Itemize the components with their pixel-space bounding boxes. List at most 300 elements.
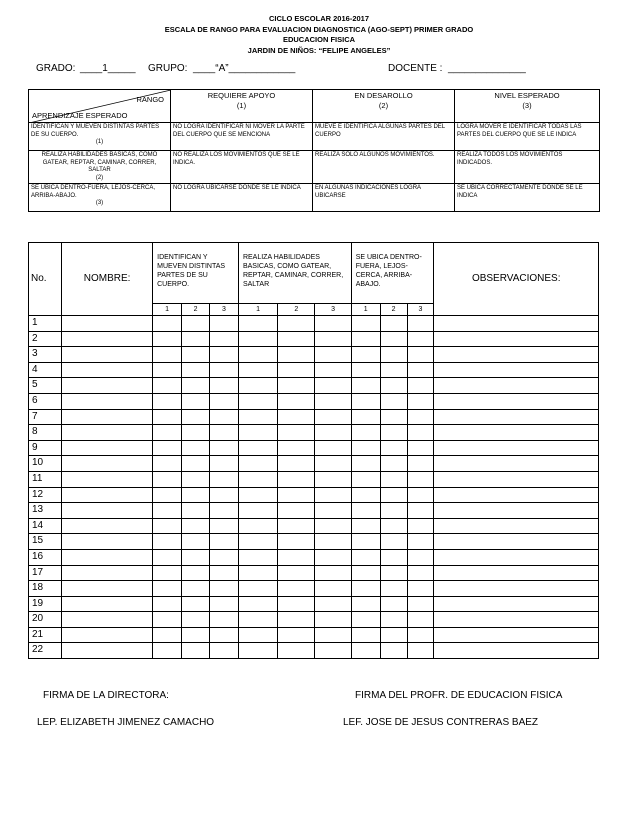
table-row — [29, 409, 599, 425]
score-cell[interactable] — [380, 627, 407, 643]
row-number: 17 — [29, 565, 62, 581]
score-cell[interactable] — [238, 378, 277, 394]
score-cell[interactable] — [182, 456, 210, 472]
score-cell[interactable] — [407, 581, 434, 597]
score-cell[interactable] — [278, 425, 315, 441]
score-cell[interactable] — [278, 627, 315, 643]
score-cell[interactable] — [210, 581, 239, 597]
score-cell[interactable] — [210, 596, 239, 612]
score-cell[interactable] — [380, 518, 407, 534]
score-cell[interactable] — [407, 409, 434, 425]
score-cell[interactable] — [407, 596, 434, 612]
score-cell[interactable] — [238, 487, 277, 503]
score-cell[interactable] — [210, 612, 239, 628]
criterion-1-header: IDENTIFICAN Y MUEVEN DISTINTAS PARTES DE SU CUERPO. — [153, 243, 239, 304]
rubric-cell: REALIZA TODOS LOS MOVIMIENTOS INDICADOS. — [455, 151, 600, 184]
score-cell[interactable] — [238, 596, 277, 612]
level-1-header — [171, 90, 313, 123]
score-cell[interactable] — [153, 393, 182, 409]
score-cell[interactable] — [315, 331, 351, 347]
score-cell[interactable] — [182, 487, 210, 503]
rubric-cell: NO LOGRA IDENTIFICAR NI MOVER LA PARTE DEL CUERPO QUE SE MENCIONA — [171, 123, 313, 151]
score-cell[interactable] — [153, 549, 182, 565]
table-row — [29, 440, 599, 456]
score-cell[interactable] — [351, 316, 380, 332]
student-evaluation-table — [28, 242, 599, 659]
score-cell[interactable] — [407, 425, 434, 441]
score-cell[interactable] — [153, 487, 182, 503]
student-rows — [29, 316, 599, 659]
score-cell[interactable] — [278, 643, 315, 659]
score-cell[interactable] — [210, 425, 239, 441]
score-cell[interactable] — [182, 503, 210, 519]
student-name-cell[interactable] — [62, 378, 153, 394]
score-cell[interactable] — [315, 316, 351, 332]
score-cell[interactable] — [278, 362, 315, 378]
rubric-cell: REALIZA SOLO ALGUNOS MOVIMIENTOS. — [313, 151, 455, 184]
score-cell[interactable] — [238, 362, 277, 378]
score-cell[interactable] — [153, 565, 182, 581]
score-cell[interactable] — [407, 487, 434, 503]
student-name-cell[interactable] — [62, 425, 153, 441]
score-cell[interactable] — [182, 612, 210, 628]
score-cell[interactable] — [153, 627, 182, 643]
score-cell[interactable] — [351, 581, 380, 597]
score-cell[interactable] — [407, 331, 434, 347]
score-cell[interactable] — [380, 612, 407, 628]
score-cell[interactable] — [351, 440, 380, 456]
student-name-cell[interactable] — [62, 487, 153, 503]
score-cell[interactable] — [380, 316, 407, 332]
score-cell[interactable] — [182, 440, 210, 456]
student-name-cell[interactable] — [62, 362, 153, 378]
profesor-signature-label: FIRMA DEL PROFR. DE EDUCACION FISICA — [355, 690, 563, 701]
score-cell[interactable] — [182, 471, 210, 487]
row-number: 18 — [29, 581, 62, 597]
score-cell[interactable] — [210, 347, 239, 363]
header-subject: EDUCACION FISICA — [282, 35, 356, 44]
student-name-cell[interactable] — [62, 456, 153, 472]
score-cell[interactable] — [351, 518, 380, 534]
score-cell[interactable] — [380, 362, 407, 378]
score-cell[interactable] — [315, 362, 351, 378]
document-header — [0, 14, 638, 56]
score-cell[interactable] — [351, 347, 380, 363]
score-cell[interactable] — [351, 331, 380, 347]
score-cell[interactable] — [278, 456, 315, 472]
score-cell[interactable] — [238, 643, 277, 659]
score-cell[interactable] — [182, 581, 210, 597]
score-cell[interactable] — [153, 518, 182, 534]
student-name-cell[interactable] — [62, 471, 153, 487]
score-col-header: 2 — [380, 304, 407, 316]
student-name-cell[interactable] — [62, 440, 153, 456]
student-name-cell[interactable] — [62, 643, 153, 659]
score-cell[interactable] — [238, 518, 277, 534]
score-cell[interactable] — [351, 596, 380, 612]
score-cell[interactable] — [380, 487, 407, 503]
score-cell[interactable] — [315, 565, 351, 581]
score-cell[interactable] — [210, 409, 239, 425]
observation-cell[interactable] — [434, 316, 599, 332]
score-cell[interactable] — [407, 612, 434, 628]
score-cell[interactable] — [380, 378, 407, 394]
score-cell[interactable] — [315, 503, 351, 519]
score-cell[interactable] — [278, 565, 315, 581]
rubric-header-row — [29, 90, 600, 123]
score-cell[interactable] — [238, 440, 277, 456]
score-cell[interactable] — [210, 362, 239, 378]
score-cell[interactable] — [380, 331, 407, 347]
score-cell[interactable] — [407, 456, 434, 472]
score-cell[interactable] — [153, 503, 182, 519]
score-cell[interactable] — [351, 425, 380, 441]
score-cell[interactable] — [210, 534, 239, 550]
score-cell[interactable] — [210, 643, 239, 659]
table-row — [29, 331, 599, 347]
score-cell[interactable] — [278, 440, 315, 456]
score-cell[interactable] — [278, 378, 315, 394]
score-cell[interactable] — [153, 378, 182, 394]
score-cell[interactable] — [315, 425, 351, 441]
aprendizaje-label: APRENDIZAJE ESPERADO — [32, 111, 128, 120]
score-cell[interactable] — [351, 549, 380, 565]
score-cell[interactable] — [182, 393, 210, 409]
criterion-2-name: REALIZA HABILIDADES BASICAS, COMO GATEAR, REPTAR, CAMINAR, CORRER, SALTAR — [41, 152, 158, 173]
student-name-cell[interactable] — [62, 596, 153, 612]
score-cell[interactable] — [315, 643, 351, 659]
score-cell[interactable] — [153, 347, 182, 363]
row-number: 9 — [29, 440, 62, 456]
score-cell[interactable] — [238, 347, 277, 363]
score-cell[interactable] — [153, 362, 182, 378]
score-cell[interactable] — [238, 471, 277, 487]
score-cell[interactable] — [351, 362, 380, 378]
score-cell[interactable] — [407, 393, 434, 409]
score-cell[interactable] — [278, 612, 315, 628]
score-cell[interactable] — [407, 549, 434, 565]
table-row — [29, 596, 599, 612]
rango-label: RANGO — [136, 95, 164, 104]
score-cell[interactable] — [351, 487, 380, 503]
student-name-cell[interactable] — [62, 534, 153, 550]
score-cell[interactable] — [153, 612, 182, 628]
score-cell[interactable] — [278, 471, 315, 487]
score-cell[interactable] — [278, 316, 315, 332]
rubric-cell: LOGRA MOVER E IDENTIFICAR TODAS LAS PARTES DEL CUERPO QUE SE LE INDICA — [455, 123, 600, 151]
student-name-cell[interactable] — [62, 409, 153, 425]
score-cell[interactable] — [315, 581, 351, 597]
score-cell[interactable] — [153, 425, 182, 441]
score-cell[interactable] — [238, 331, 277, 347]
score-cell[interactable] — [210, 331, 239, 347]
score-cell[interactable] — [407, 378, 434, 394]
score-cell[interactable] — [210, 456, 239, 472]
score-cell[interactable] — [407, 347, 434, 363]
score-cell[interactable] — [238, 425, 277, 441]
score-cell[interactable] — [182, 643, 210, 659]
score-cell[interactable] — [210, 503, 239, 519]
score-cell[interactable] — [238, 503, 277, 519]
student-name-cell[interactable] — [62, 549, 153, 565]
score-cell[interactable] — [351, 503, 380, 519]
student-name-cell[interactable] — [62, 347, 153, 363]
observation-cell[interactable] — [434, 471, 599, 487]
score-cell[interactable] — [238, 581, 277, 597]
score-cell[interactable] — [380, 425, 407, 441]
score-cell[interactable] — [351, 378, 380, 394]
score-cell[interactable] — [182, 596, 210, 612]
observation-cell[interactable] — [434, 456, 599, 472]
score-cell[interactable] — [380, 347, 407, 363]
score-cell[interactable] — [315, 378, 351, 394]
score-cell[interactable] — [380, 393, 407, 409]
score-cell[interactable] — [351, 612, 380, 628]
criterion-3-name: SE UBICA DENTRO-FUERA, LEJOS-CERCA, ARRIBA-ABAJO. — [31, 185, 156, 199]
score-cell[interactable] — [210, 440, 239, 456]
score-cell[interactable] — [351, 565, 380, 581]
score-cell[interactable] — [315, 549, 351, 565]
score-cell[interactable] — [238, 316, 277, 332]
score-cell[interactable] — [380, 565, 407, 581]
score-cell[interactable] — [315, 347, 351, 363]
score-cell[interactable] — [182, 549, 210, 565]
table-row — [29, 503, 599, 519]
table-row — [29, 627, 599, 643]
score-cell[interactable] — [153, 331, 182, 347]
score-cell[interactable] — [210, 316, 239, 332]
score-cell[interactable] — [210, 471, 239, 487]
table-row — [29, 643, 599, 659]
score-cell[interactable] — [315, 440, 351, 456]
score-cell[interactable] — [351, 393, 380, 409]
rubric-criterion-row — [29, 184, 600, 212]
score-cell[interactable] — [351, 409, 380, 425]
row-number: 22 — [29, 643, 62, 659]
row-number: 15 — [29, 534, 62, 550]
col-name-header: NOMBRE: — [62, 243, 153, 316]
score-cell[interactable] — [407, 518, 434, 534]
level-2-header — [313, 90, 455, 123]
score-cell[interactable] — [210, 378, 239, 394]
score-cell[interactable] — [182, 331, 210, 347]
score-cell[interactable] — [380, 440, 407, 456]
score-cell[interactable] — [153, 534, 182, 550]
observation-cell[interactable] — [434, 534, 599, 550]
score-cell[interactable] — [315, 627, 351, 643]
score-cell[interactable] — [182, 627, 210, 643]
score-cell[interactable] — [210, 549, 239, 565]
observation-cell[interactable] — [434, 612, 599, 628]
observation-cell[interactable] — [434, 596, 599, 612]
score-cell[interactable] — [278, 503, 315, 519]
score-cell[interactable] — [238, 627, 277, 643]
score-col-header: 1 — [351, 304, 380, 316]
score-cell[interactable] — [153, 409, 182, 425]
observation-cell[interactable] — [434, 581, 599, 597]
score-cell[interactable] — [278, 331, 315, 347]
score-cell[interactable] — [407, 534, 434, 550]
score-cell[interactable] — [380, 596, 407, 612]
directora-name: LEP. ELIZABETH JIMENEZ CAMACHO — [37, 717, 215, 728]
table-row — [29, 518, 599, 534]
score-cell[interactable] — [153, 471, 182, 487]
score-cell[interactable] — [210, 487, 239, 503]
observation-cell[interactable] — [434, 378, 599, 394]
header-school: JARDIN DE NIÑOS: “FELIPE ANGELES” — [247, 45, 391, 55]
score-cell[interactable] — [351, 643, 380, 659]
score-cell[interactable] — [315, 487, 351, 503]
criterion-2-header: REALIZA HABILIDADES BASICAS, COMO GATEAR, REPTAR, CAMINAR, CORRER, SALTAR — [238, 243, 351, 304]
rubric-criterion-row — [29, 123, 600, 151]
score-cell[interactable] — [210, 518, 239, 534]
score-cell[interactable] — [153, 440, 182, 456]
score-cell[interactable] — [315, 612, 351, 628]
score-col-header: 2 — [182, 304, 210, 316]
score-cell[interactable] — [380, 503, 407, 519]
score-cell[interactable] — [380, 549, 407, 565]
score-cell[interactable] — [238, 409, 277, 425]
score-cell[interactable] — [182, 378, 210, 394]
observation-cell[interactable] — [434, 627, 599, 643]
table-row — [29, 487, 599, 503]
score-cell[interactable] — [380, 643, 407, 659]
score-cell[interactable] — [278, 596, 315, 612]
score-cell[interactable] — [153, 643, 182, 659]
rubric-criterion-row — [29, 151, 600, 184]
score-cell[interactable] — [182, 565, 210, 581]
student-name-cell[interactable] — [62, 331, 153, 347]
student-name-cell[interactable] — [62, 393, 153, 409]
directora-signature-label: FIRMA DE LA DIRECTORA: — [43, 690, 169, 701]
score-cell[interactable] — [351, 534, 380, 550]
table-row — [29, 347, 599, 363]
score-cell[interactable] — [153, 581, 182, 597]
observation-cell[interactable] — [434, 347, 599, 363]
score-cell[interactable] — [407, 503, 434, 519]
score-cell[interactable] — [407, 316, 434, 332]
score-cell[interactable] — [210, 627, 239, 643]
score-cell[interactable] — [315, 456, 351, 472]
score-cell[interactable] — [380, 456, 407, 472]
observation-cell[interactable] — [434, 331, 599, 347]
criterion-3-num: (3) — [95, 200, 104, 206]
score-cell[interactable] — [182, 347, 210, 363]
score-cell[interactable] — [407, 565, 434, 581]
score-cell[interactable] — [315, 409, 351, 425]
score-cell[interactable] — [315, 393, 351, 409]
score-cell[interactable] — [210, 565, 239, 581]
score-cell[interactable] — [351, 471, 380, 487]
score-cell[interactable] — [153, 316, 182, 332]
student-name-cell[interactable] — [62, 518, 153, 534]
score-cell[interactable] — [278, 549, 315, 565]
row-number: 13 — [29, 503, 62, 519]
col-observaciones-header: OBSERVACIONES: — [434, 243, 599, 316]
row-number: 7 — [29, 409, 62, 425]
score-cell[interactable] — [238, 549, 277, 565]
score-cell[interactable] — [182, 409, 210, 425]
score-cell[interactable] — [238, 393, 277, 409]
score-cell[interactable] — [278, 487, 315, 503]
score-cell[interactable] — [278, 534, 315, 550]
observation-cell[interactable] — [434, 643, 599, 659]
observation-cell[interactable] — [434, 549, 599, 565]
observation-cell[interactable] — [434, 409, 599, 425]
score-cell[interactable] — [407, 627, 434, 643]
score-cell[interactable] — [407, 471, 434, 487]
score-cell[interactable] — [351, 627, 380, 643]
grado-label: GRADO: — [36, 63, 76, 74]
score-cell[interactable] — [380, 581, 407, 597]
observation-cell[interactable] — [434, 565, 599, 581]
score-cell[interactable] — [238, 534, 277, 550]
score-cell[interactable] — [380, 534, 407, 550]
student-name-cell[interactable] — [62, 627, 153, 643]
student-name-cell[interactable] — [62, 503, 153, 519]
score-cell[interactable] — [182, 425, 210, 441]
score-cell[interactable] — [315, 534, 351, 550]
observation-cell[interactable] — [434, 440, 599, 456]
student-name-cell[interactable] — [62, 612, 153, 628]
score-cell[interactable] — [238, 565, 277, 581]
score-col-header: 1 — [238, 304, 277, 316]
score-cell[interactable] — [407, 362, 434, 378]
score-cell[interactable] — [278, 393, 315, 409]
observation-cell[interactable] — [434, 362, 599, 378]
score-cell[interactable] — [182, 316, 210, 332]
observation-cell[interactable] — [434, 393, 599, 409]
row-number: 6 — [29, 393, 62, 409]
score-cell[interactable] — [278, 409, 315, 425]
score-cell[interactable] — [182, 362, 210, 378]
row-number: 12 — [29, 487, 62, 503]
score-cell[interactable] — [407, 440, 434, 456]
score-cell[interactable] — [380, 471, 407, 487]
row-number: 20 — [29, 612, 62, 628]
student-name-cell[interactable] — [62, 565, 153, 581]
student-name-cell[interactable] — [62, 581, 153, 597]
score-cell[interactable] — [315, 596, 351, 612]
score-cell[interactable] — [315, 471, 351, 487]
student-name-cell[interactable] — [62, 316, 153, 332]
grado-value: ____1_____ — [80, 63, 136, 74]
score-cell[interactable] — [153, 456, 182, 472]
score-cell[interactable] — [380, 409, 407, 425]
score-cell[interactable] — [315, 518, 351, 534]
score-cell[interactable] — [278, 347, 315, 363]
score-cell[interactable] — [351, 456, 380, 472]
score-col-header: 3 — [210, 304, 239, 316]
observation-cell[interactable] — [434, 487, 599, 503]
header-title: ESCALA DE RANGO PARA EVALUACION DIAGNOSTICA (AGO-SEPT) PRIMER GRADO — [164, 24, 474, 34]
level-3-header — [455, 90, 600, 123]
score-cell[interactable] — [278, 581, 315, 597]
observation-cell[interactable] — [434, 425, 599, 441]
score-cell[interactable] — [407, 643, 434, 659]
observation-cell[interactable] — [434, 503, 599, 519]
table-row — [29, 612, 599, 628]
score-cell[interactable] — [210, 393, 239, 409]
score-cell[interactable] — [278, 518, 315, 534]
score-cell[interactable] — [238, 612, 277, 628]
score-cell[interactable] — [182, 518, 210, 534]
observation-cell[interactable] — [434, 518, 599, 534]
grupo-value: ____“A”____________ — [193, 63, 296, 74]
score-cell[interactable] — [238, 456, 277, 472]
score-cell[interactable] — [153, 596, 182, 612]
score-cell[interactable] — [182, 534, 210, 550]
